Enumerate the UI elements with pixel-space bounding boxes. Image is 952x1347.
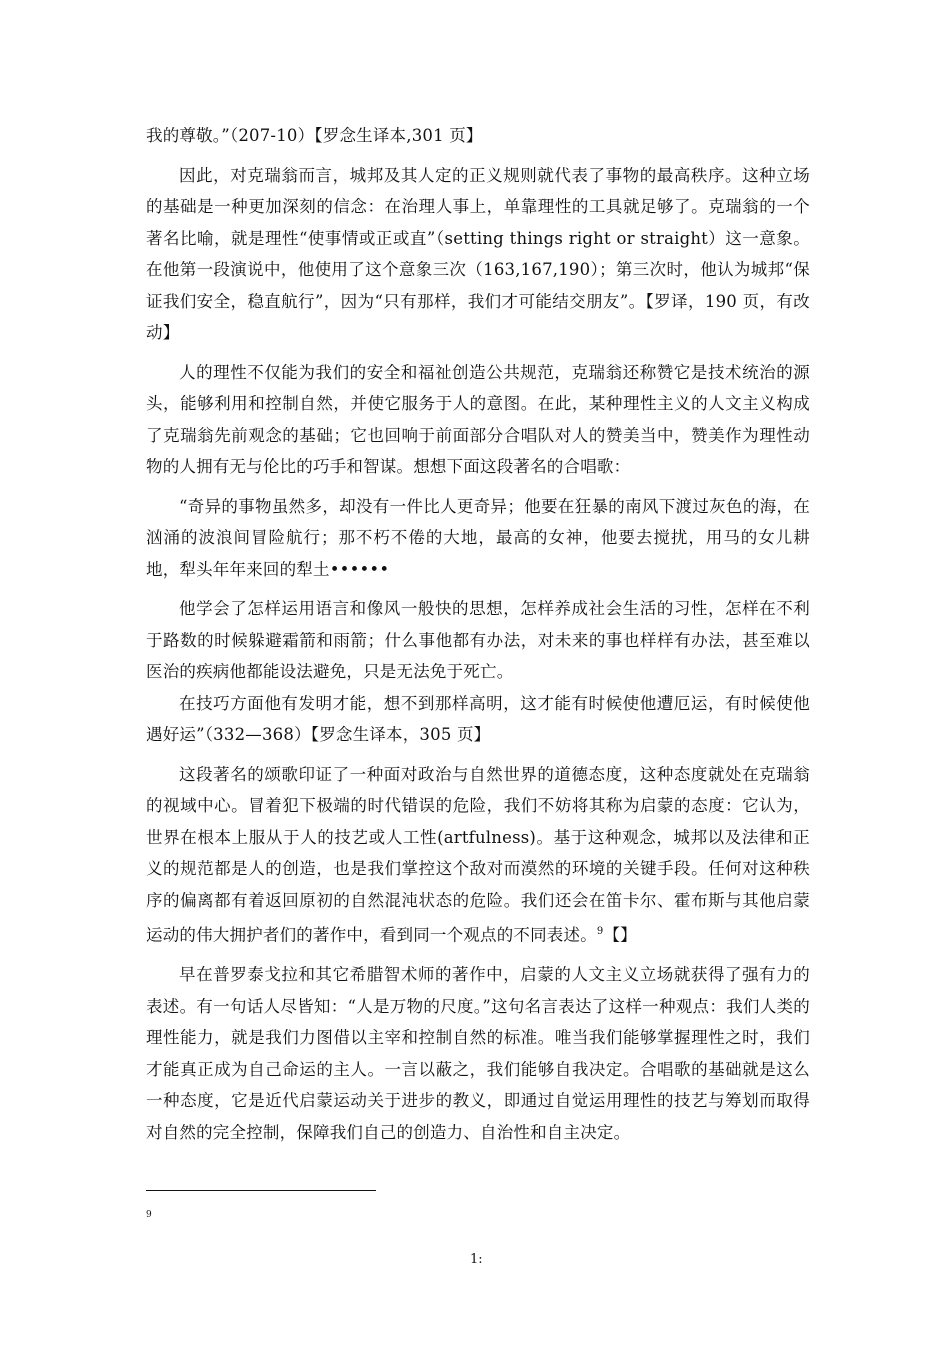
paragraph-reason-technology: 人的理性不仅能为我们的安全和福祉创造公共规范，克瑞翁还称赞它是技术统治的源头，能够利用和控制自然，并使它服务于人的意图。在此，某种理性主义的人文主义构成了克瑞翁先前观念的基础；它也回响于前面部分合唱队对人的赞美当中，赞美作为理性动物的人拥有无与伦比的巧手和智谋。想想下面这段著名的合唱歌： <box>146 362 810 476</box>
chorus-quote-2: 他学会了怎样运用语言和像风一般快的思想，怎样养成社会生活的习性，怎样在不利于路数的时候躲避霜箭和雨箭；什么事他都有办法，对未来的事也样样有办法，甚至难以医治的疾病他都能设法避免，只是无法免于死亡。 <box>146 599 810 681</box>
paragraph-enlightenment-tail: 【】 <box>603 925 637 945</box>
paragraph-enlightenment <box>146 759 810 952</box>
chorus-quote-1: “奇异的事物虽然多，却没有一件比人更奇异；他要在狂暴的南风下渡过灰色的海，在汹涌的波浪间冒险航行；那不朽不倦的大地，最高的女神，他要去搅扰，用马的女儿耕地，犁头年年来回的犁土•••••• <box>146 496 810 579</box>
footnote-ref[interactable]: 9 <box>596 926 604 937</box>
paragraph-protagoras: 早在普罗泰戈拉和其它希腊智术师的著作中，启蒙的人文主义立场就获得了强有力的表述。有一句话人尽皆知：“人是万物的尺度。”这句名言表达了这样一种观点：我们人类的理性能力，就是我们力图借以主宰和控制自然的标准。唯当我们能够掌握理性之时，我们才能真正成为自己命运的主人。一言以蔽之，我们能够自我决定。合唱歌的基础就是这么一种态度，它是近代启蒙运动关于进步的教义，即通过自觉运用理性的技艺与筹划而取得对自然的完全控制，保障我们自己的创造力、自治性和自主决定。 <box>146 965 810 1142</box>
page-body <box>146 120 810 1148</box>
footnote-number: 9 <box>146 1210 152 1220</box>
paragraph-continued: 我的尊敬。”（207-10）【罗念生译本,301 页】 <box>146 126 483 145</box>
paragraph-enlightenment-text: 这段著名的颂歌印证了一种面对政治与自然世界的道德态度，这种态度就处在克瑞翁的视域中心。冒着犯下极端的时代错误的危险，我们不妨将其称为启蒙的态度：它认为，世界在根本上服从于人的技艺或人工性(artfulness)。基于这种观念，城邦以及法律和正义的规范都是人的创造，也是我们掌控这个敌对而漠然的环境的关键手段。任何对这种秩序的偏离都有着返回原初的自然混沌状态的危险。我们还会在笛卡尔、霍布斯与其他启蒙运动的伟大拥护者们的著作中，看到同一个观点的不同表述。 <box>146 764 810 945</box>
chorus-quote-3: 在技巧方面他有发明才能，想不到那样高明，这才能有时候使他遭厄运，有时候使他遇好运”（332—368）【罗念生译本，305 页】 <box>146 693 810 744</box>
footnote-divider <box>146 1190 376 1191</box>
page-number: 1: <box>470 1252 483 1267</box>
paragraph-creon-order: 因此，对克瑞翁而言，城邦及其人定的正义规则就代表了事物的最高秩序。这种立场的基础是一种更加深刻的信念：在治理人事上，单靠理性的工具就足够了。克瑞翁的一个著名比喻，就是理性“使事情或正或直”（setting things right or straight）这一意象。在他第一段演说中，他使用了这个意象三次（163,167,190）；第三次时，他认为城邦“保证我们安全，稳直航行”，因为“只有那样，我们才可能结交朋友”。【罗译，190 页，有改动】 <box>146 165 810 342</box>
